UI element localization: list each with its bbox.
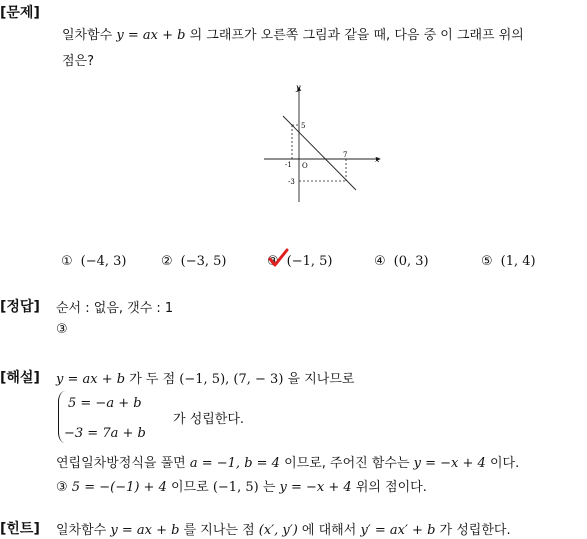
line-graph (258, 80, 384, 206)
choice-4[interactable] (374, 254, 429, 269)
explanation-line-4 (56, 452, 519, 471)
explanation-equation: y = ax + b (56, 372, 126, 387)
choice-value: (0, 3) (393, 254, 429, 269)
tick-label-x-minus1: -1 (285, 161, 292, 169)
explanation-function: y = −x + 4 (279, 480, 352, 495)
hint-line (56, 519, 511, 538)
choice-value: (−1, 5) (286, 254, 333, 269)
explanation-function: y = −x + 4 (413, 456, 486, 471)
answer-line-1: 순서 : 없음, 갯수 : 1 (56, 301, 174, 316)
question-line-1 (62, 24, 524, 43)
hint-text: 일차함수 (56, 523, 107, 538)
choice-number-glyph: ③ (267, 254, 279, 269)
explanation-text: 는 (262, 480, 276, 495)
explanation-choice-number: ③ (56, 480, 68, 495)
explanation-point: (−1, 5) (212, 480, 259, 495)
hint-text: 가 성립한다. (439, 523, 511, 538)
question-equation: y = ax + b (116, 28, 186, 43)
hint-tag: [힌트] (0, 521, 40, 537)
choice-2[interactable] (161, 254, 227, 269)
choice-number: ① (61, 254, 73, 269)
explanation-text: 이므로, 주어진 함수는 (284, 456, 410, 471)
explanation-point: (−1, 5) (179, 372, 226, 387)
tick-label-y5: 5 (301, 122, 306, 130)
choice-number: ④ (374, 254, 386, 269)
hint-equation: y′ = ax′ + b (360, 523, 436, 538)
choice-value: (−4, 3) (80, 254, 127, 269)
y-axis-label: y (296, 83, 301, 92)
explanation-text: 위의 점이다. (355, 480, 427, 495)
hint-text: 에 대해서 (301, 523, 357, 538)
answer-line-2: ③ (56, 322, 68, 337)
origin-label: O (302, 162, 308, 170)
check-mark-icon (267, 248, 289, 270)
choice-number: ② (161, 254, 173, 269)
x-axis-label: x (375, 155, 380, 164)
choice-3[interactable] (267, 254, 333, 269)
explanation-check-equation: 5 = −(−1) + 4 (71, 480, 167, 495)
explanation-text: 가 두 점 (129, 372, 176, 387)
explanation-point: (7, − 3) (233, 372, 284, 387)
hint-text: 를 지나는 점 (183, 523, 255, 538)
explanation-text: 연립일차방정식을 풀면 (56, 456, 186, 471)
choice-1[interactable] (61, 254, 127, 269)
system-equation-2: −3 = 7a + b (64, 426, 146, 441)
choice-number (267, 254, 279, 269)
hint-point: (x′, y′) (258, 523, 298, 538)
question-text: 일차함수 (62, 28, 113, 43)
choice-number: ⑤ (481, 254, 493, 269)
choice-5[interactable] (481, 254, 536, 269)
question-tag: [문제] (0, 5, 40, 21)
explanation-text: 을 지나므로 (287, 372, 355, 387)
tick-label-x7: 7 (343, 151, 348, 159)
system-equation-1: 5 = −a + b (68, 396, 142, 411)
choice-value: (1, 4) (500, 254, 536, 269)
question-line-2: 점은? (62, 54, 95, 69)
explanation-tag: [해설] (0, 370, 40, 386)
explanation-solution: a = −1, b = 4 (189, 456, 280, 471)
question-text: 의 그래프가 오른쪽 그림과 같을 때, 다음 중 이 그래프 위의 (189, 28, 524, 43)
tick-label-y-minus3: -3 (288, 178, 295, 186)
answer-tag: [정답] (0, 299, 40, 315)
explanation-line-5 (56, 476, 427, 495)
hint-equation: y = ax + b (110, 523, 180, 538)
system-conclusion: 가 성립한다. (173, 412, 245, 427)
choice-value: (−3, 5) (180, 254, 227, 269)
explanation-text: 이므로 (171, 480, 209, 495)
explanation-comma: , (225, 372, 230, 387)
explanation-line-1 (56, 368, 354, 387)
explanation-text: 이다. (489, 456, 520, 471)
